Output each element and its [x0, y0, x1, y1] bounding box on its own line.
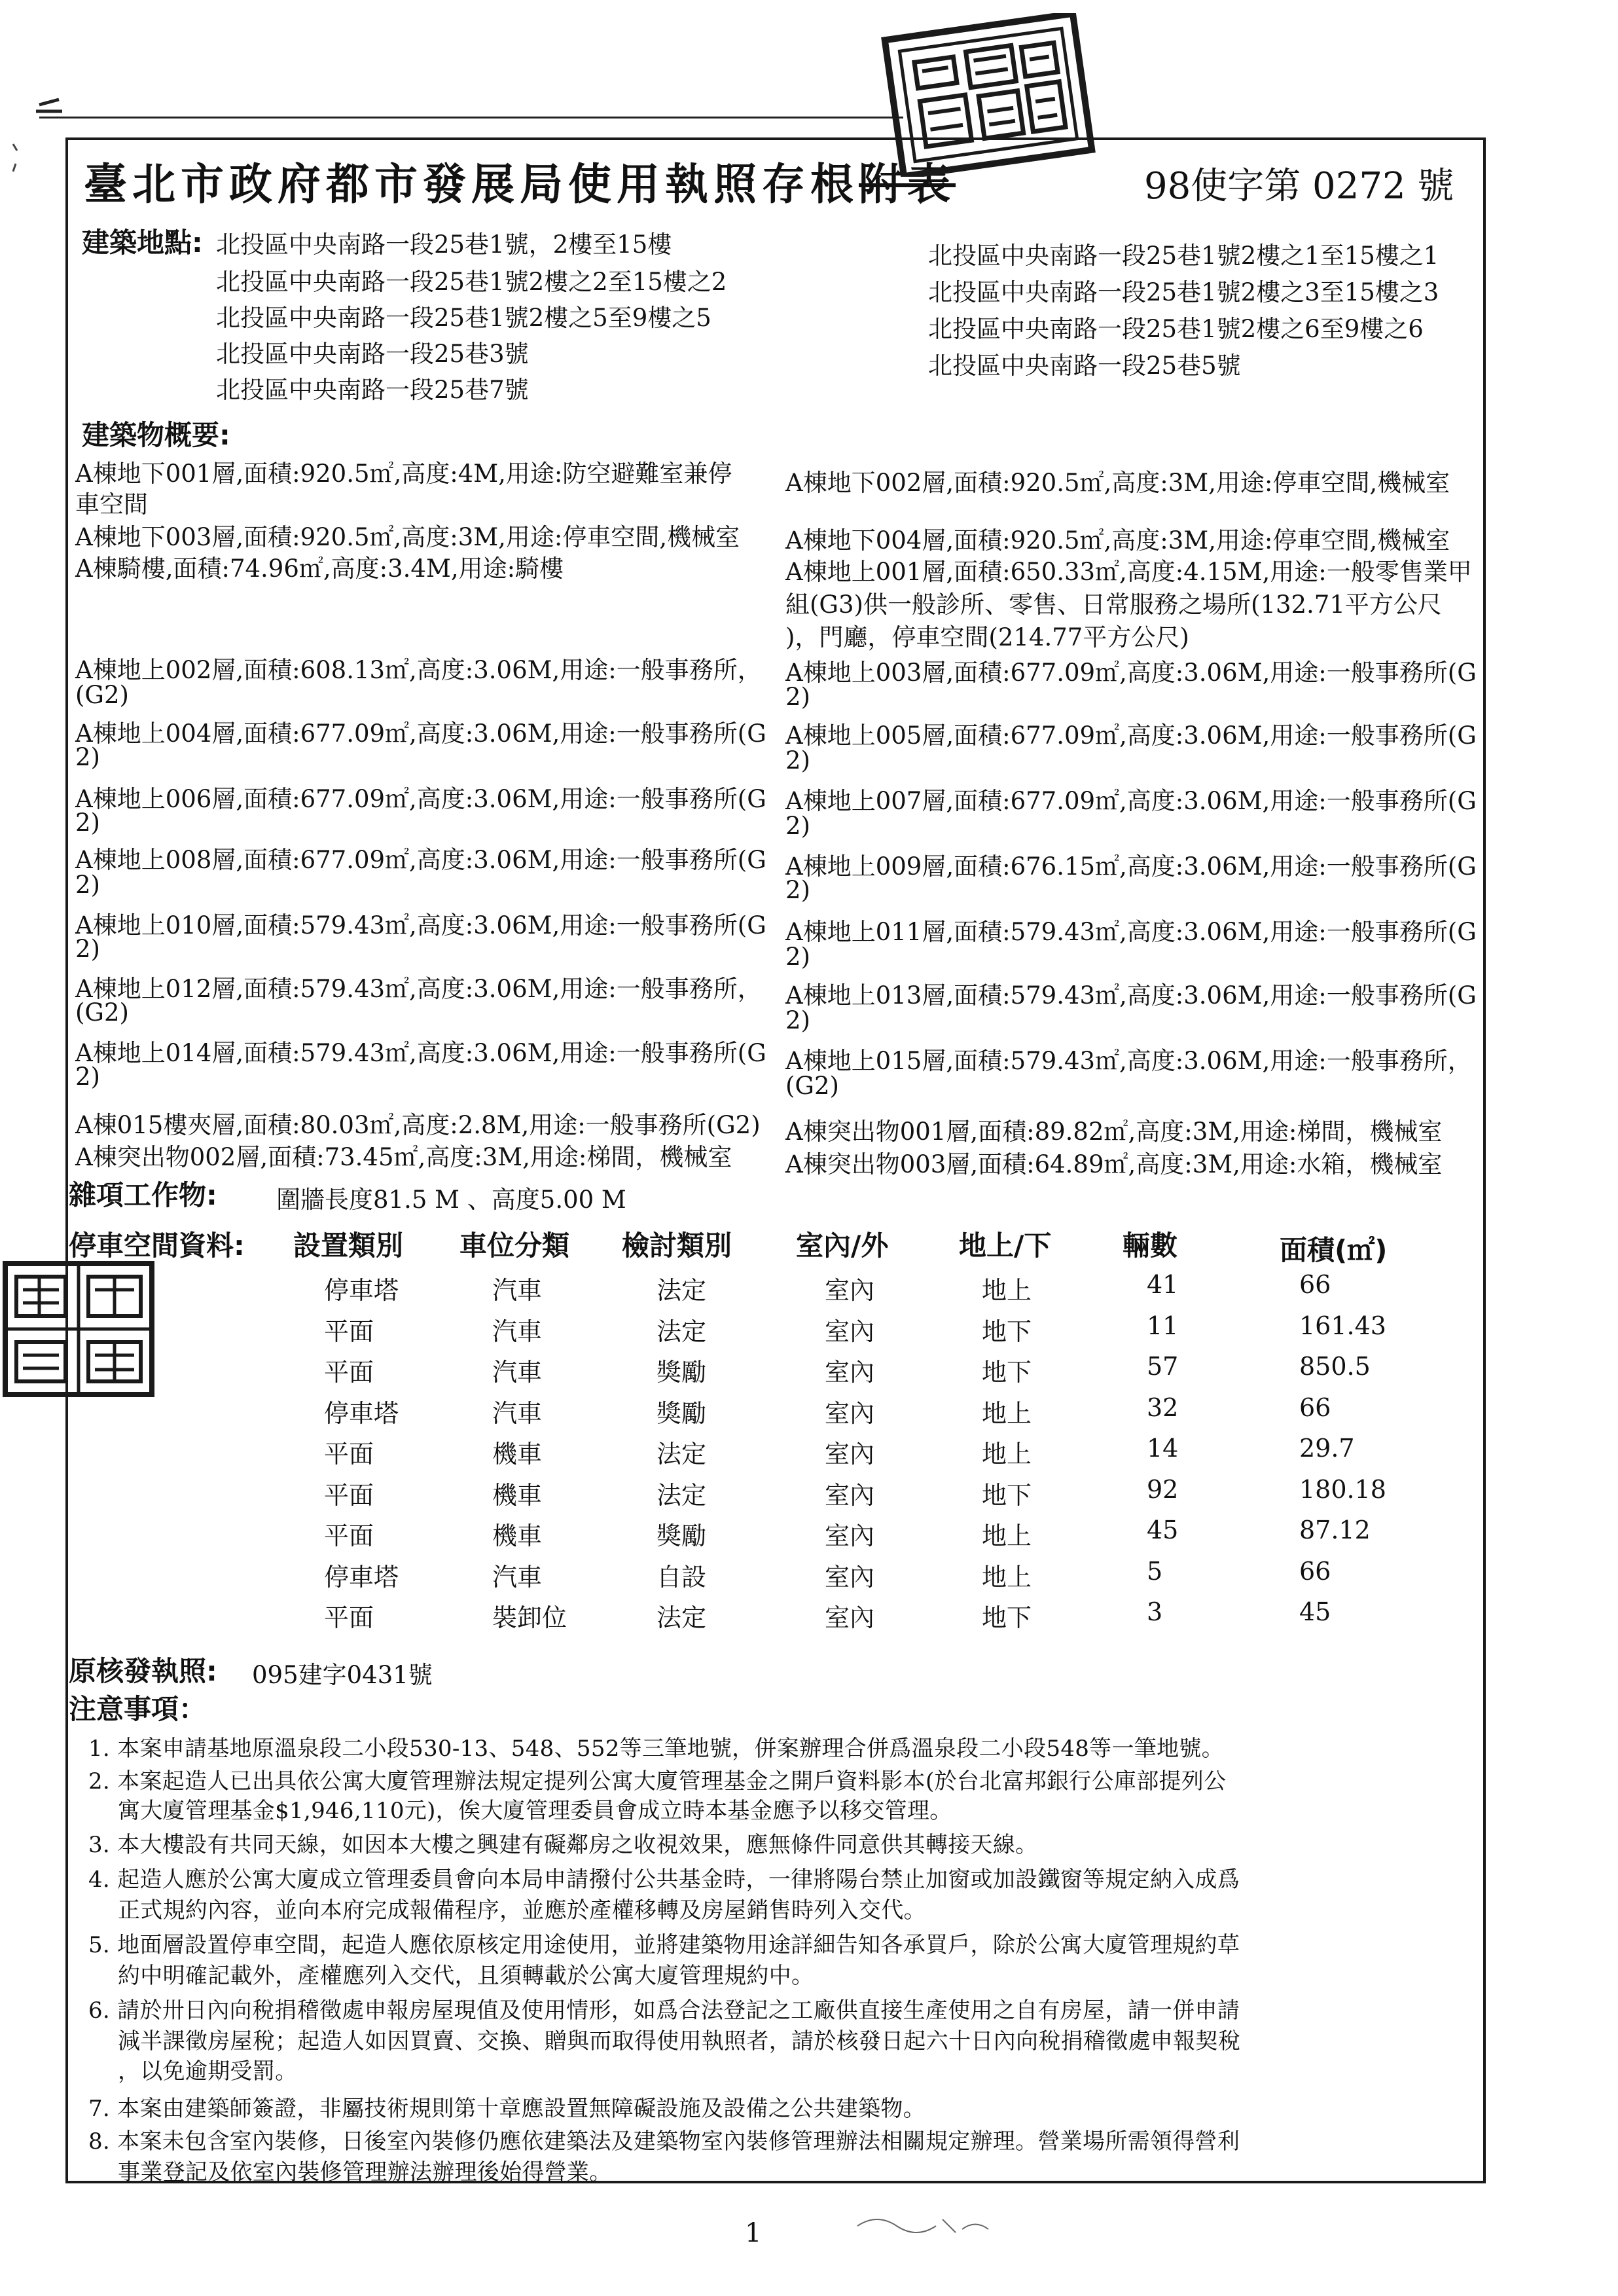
parking-cell-area: 87.12	[1299, 1516, 1371, 1544]
overview-right-line: 2)	[785, 746, 810, 774]
overview-right-line: 2)	[785, 1006, 810, 1034]
parking-cell-space-class: 汽車	[492, 1563, 543, 1592]
parking-cell-count: 5	[1147, 1557, 1163, 1586]
parking-cell-placement-type: 停車塔	[324, 1563, 399, 1592]
parking-cell-above-below: 地下	[982, 1603, 1032, 1632]
overview-right-line: A棟地上015層,面積:579.43㎡,高度:3.06M,用途:一般事務所，	[785, 1047, 1472, 1075]
overview-right-line: A棟地下002層,面積:920.5㎡,高度:3M,用途:停車空間,機械室	[785, 469, 1450, 497]
document-title	[84, 149, 956, 211]
parking-header-cell: 設置類別	[293, 1230, 404, 1262]
parking-cell-space-class: 機車	[492, 1481, 543, 1510]
overview-left-line: A棟突出物002層,面積:73.45㎡,高度:3M,用途:梯間，機械室	[75, 1143, 732, 1171]
parking-cell-indoor-outdoor: 室內	[825, 1440, 875, 1468]
parking-cell-count: 92	[1147, 1475, 1179, 1504]
parking-cell-space-class: 汽車	[492, 1399, 543, 1428]
official-seal-stamp-icon	[880, 13, 1096, 177]
parking-cell-area: 66	[1299, 1270, 1331, 1299]
parking-header-cell: 檢討類別	[622, 1230, 732, 1262]
overview-left-line: A棟015樓夾層,面積:80.03㎡,高度:2.8M,用途:一般事務所(G2)	[75, 1111, 761, 1139]
note-line: 5. 地面層設置停車空間，起造人應依原核定用途使用，並將建築物用途詳細告知各承買戶，除於公寓大廈管理規約草	[88, 1932, 1240, 1958]
overview-right-line: 2)	[785, 943, 810, 971]
parking-cell-review-class: 自設	[656, 1563, 707, 1592]
parking-cell-count: 41	[1147, 1270, 1179, 1299]
parking-cell-review-class: 法定	[656, 1276, 707, 1305]
note-line: 6. 請於卅日內向稅捐稽徵處申報房屋現值及使用情形，如爲合法登記之工廠供直接生產使用之自有房屋，請一併申請	[88, 1997, 1240, 2024]
note-line: ，以免逾期受罰。	[118, 2058, 298, 2085]
overview-left-line: 2)	[75, 935, 100, 963]
location-right-line: 北投區中央南路一段25巷1號2樓之3至15樓之3	[928, 278, 1439, 306]
parking-cell-indoor-outdoor: 室內	[825, 1603, 875, 1632]
parking-cell-placement-type: 停車塔	[324, 1276, 399, 1305]
header-rule	[39, 117, 903, 118]
misc-works-label: 雜項工作物:	[69, 1179, 217, 1211]
parking-cell-indoor-outdoor: 室內	[825, 1399, 875, 1428]
parking-cell-area: 161.43	[1299, 1311, 1386, 1340]
notes-label: 注意事項：	[69, 1693, 207, 1725]
parking-cell-count: 32	[1147, 1393, 1179, 1422]
parking-cell-space-class: 汽車	[492, 1276, 543, 1305]
overview-left-line: A棟地上002層,面積:608.13㎡,高度:3.06M,用途:一般事務所，	[75, 656, 762, 684]
margin-seal-stamp-icon	[0, 1257, 157, 1401]
parking-header-cell: 車位分類	[459, 1230, 570, 1262]
overview-right-line: A棟地上003層,面積:677.09㎡,高度:3.06M,用途:一般事務所(G	[785, 659, 1477, 687]
parking-cell-placement-type: 平面	[324, 1440, 374, 1468]
parking-cell-above-below: 地上	[982, 1522, 1032, 1550]
parking-cell-review-class: 法定	[656, 1317, 707, 1346]
overview-right-line: 2)	[785, 876, 810, 904]
overview-right-line: A棟地上011層,面積:579.43㎡,高度:3.06M,用途:一般事務所(G	[785, 918, 1477, 946]
overview-right-line: 2)	[785, 683, 810, 711]
location-right-line: 北投區中央南路一段25巷1號2樓之1至15樓之1	[928, 242, 1439, 270]
parking-cell-placement-type: 停車塔	[324, 1399, 399, 1428]
parking-cell-above-below: 地上	[982, 1399, 1032, 1428]
parking-header-cell: 地上/下	[959, 1230, 1052, 1262]
parking-cell-above-below: 地上	[982, 1440, 1032, 1468]
original-permit-value: 095建字0431號	[252, 1661, 433, 1689]
overview-left-line: A棟地上008層,面積:677.09㎡,高度:3.06M,用途:一般事務所(G	[75, 846, 766, 874]
note-line: 減半課徵房屋稅；起造人如因買賣、交換、贈與而取得使用執照者，請於核發日起六十日內向稅捐稽徵處申報契稅	[118, 2028, 1240, 2054]
parking-cell-review-class: 獎勵	[656, 1399, 707, 1428]
original-permit-label: 原核發執照:	[69, 1655, 217, 1687]
parking-cell-area: 66	[1299, 1393, 1331, 1422]
parking-cell-review-class: 法定	[656, 1440, 707, 1468]
parking-cell-count: 11	[1147, 1311, 1179, 1340]
note-line: 1. 本案申請基地原溫泉段二小段530-13、548、552等三筆地號，併案辦理合併爲溫泉段二小段548等一筆地號。	[88, 1736, 1224, 1762]
parking-cell-placement-type: 平面	[324, 1522, 374, 1550]
overview-right-line: A棟地上013層,面積:579.43㎡,高度:3.06M,用途:一般事務所(G	[785, 981, 1477, 1010]
overview-left-line: A棟地下001層,面積:920.5㎡,高度:4M,用途:防空避難室兼停	[75, 460, 732, 488]
location-left-line: 北投區中央南路一段25巷1號，2樓至15樓	[216, 230, 672, 259]
parking-cell-area: 66	[1299, 1557, 1331, 1586]
overview-left-line: A棟地上010層,面積:579.43㎡,高度:3.06M,用途:一般事務所(G	[75, 911, 766, 939]
location-left-line: 北投區中央南路一段25巷1號2樓之2至15樓之2	[216, 268, 727, 296]
parking-header-cell: 面積(㎡)	[1280, 1234, 1388, 1266]
parking-cell-space-class: 裝卸位	[492, 1603, 567, 1632]
overview-left-line: A棟地下003層,面積:920.5㎡,高度:3M,用途:停車空間,機械室	[75, 523, 740, 551]
permit-number: 98使字第 0272 號	[1144, 165, 1454, 208]
parking-cell-placement-type: 平面	[324, 1317, 374, 1346]
overview-right-line: 2)	[785, 812, 810, 840]
overview-right-line: A棟地上007層,面積:677.09㎡,高度:3.06M,用途:一般事務所(G	[785, 787, 1477, 815]
parking-cell-count: 3	[1147, 1597, 1163, 1626]
parking-cell-count: 14	[1147, 1434, 1179, 1463]
parking-cell-indoor-outdoor: 室內	[825, 1522, 875, 1550]
title-text: 臺北市政府都市發展局使用執照存根	[84, 158, 859, 210]
parking-label: 停車空間資料:	[69, 1230, 245, 1262]
location-left-line: 北投區中央南路一段25巷1號2樓之5至9樓之5	[216, 304, 711, 332]
overview-left-line: 2)	[75, 1063, 100, 1091]
overview-left-line: (G2)	[75, 998, 129, 1027]
page-number: 1	[745, 2218, 762, 2248]
parking-cell-indoor-outdoor: 室內	[825, 1358, 875, 1387]
parking-cell-above-below: 地下	[982, 1317, 1032, 1346]
note-line: 8. 本案未包含室內裝修，日後室內裝修仍應依建築法及建築物室內裝修管理辦法相關規定辦理。營業場所需領得營利	[88, 2128, 1240, 2155]
overview-left-line: 車空間	[75, 490, 148, 519]
location-left-line: 北投區中央南路一段25巷3號	[216, 340, 529, 368]
location-left-line: 北投區中央南路一段25巷7號	[216, 376, 529, 404]
parking-cell-indoor-outdoor: 室內	[825, 1481, 875, 1510]
overview-right-line: A棟突出物003層,面積:64.89㎡,高度:3M,用途:水箱，機械室	[785, 1150, 1443, 1178]
location-label: 建築地點:	[82, 227, 203, 259]
note-line: 2. 本案起造人已出具依公寓大廈管理辦法規定提列公寓大廈管理基金之開戶資料影本(於台北富邦銀行公庫部提列公	[88, 1768, 1227, 1795]
note-line: 7. 本案由建築師簽證，非屬技術規則第十章應設置無障礙設施及設備之公共建築物。	[88, 2096, 926, 2122]
margin-seal-graphic	[0, 1257, 157, 1401]
seal-graphic	[880, 13, 1096, 177]
overview-left-line: A棟地上012層,面積:579.43㎡,高度:3.06M,用途:一般事務所，	[75, 975, 762, 1003]
note-line: 事業登記及依室內裝修管理辦法辦理後始得營業。	[118, 2159, 612, 2185]
overview-left-line: A棟地上004層,面積:677.09㎡,高度:3.06M,用途:一般事務所(G	[75, 720, 766, 748]
misc-works-value: 圍牆長度81.5 M 、高度5.00 M	[276, 1186, 626, 1214]
parking-cell-area: 180.18	[1299, 1475, 1386, 1504]
note-line: 正式規約內容，並向本府完成報備程序，並應於產權移轉及房屋銷售時列入交代。	[118, 1897, 926, 1923]
overview-left-line: A棟騎樓,面積:74.96㎡,高度:3.4M,用途:騎樓	[75, 555, 564, 583]
parking-cell-space-class: 機車	[492, 1440, 543, 1468]
location-right-line: 北投區中央南路一段25巷1號2樓之6至9樓之6	[928, 315, 1424, 343]
parking-cell-review-class: 法定	[656, 1481, 707, 1510]
parking-cell-above-below: 地下	[982, 1358, 1032, 1387]
parking-cell-placement-type: 平面	[324, 1481, 374, 1510]
parking-cell-space-class: 機車	[492, 1522, 543, 1550]
parking-cell-indoor-outdoor: 室內	[825, 1317, 875, 1346]
parking-cell-area: 850.5	[1299, 1352, 1371, 1381]
overview-left-line: 2)	[75, 743, 100, 771]
overview-right-line: A棟地上009層,面積:676.15㎡,高度:3.06M,用途:一般事務所(G	[785, 852, 1477, 881]
parking-cell-indoor-outdoor: 室內	[825, 1563, 875, 1592]
parking-cell-space-class: 汽車	[492, 1358, 543, 1387]
bottom-scribble-mark	[851, 2206, 1021, 2246]
parking-cell-space-class: 汽車	[492, 1317, 543, 1346]
overview-label: 建築物概要:	[82, 419, 230, 451]
overview-right-line: A棟地下004層,面積:920.5㎡,高度:3M,用途:停車空間,機械室	[785, 526, 1450, 555]
overview-right-line: )，門廳，停車空間(214.77平方公尺)	[785, 623, 1189, 651]
parking-header-cell: 輛數	[1123, 1230, 1178, 1262]
overview-left-line: (G2)	[75, 681, 129, 709]
parking-cell-review-class: 獎勵	[656, 1358, 707, 1387]
note-line: 4. 起造人應於公寓大廈成立管理委員會向本局申請撥付公共基金時，一律將陽台禁止加窗或加設鐵窗等規定納入成爲	[88, 1867, 1240, 1893]
note-line: 約中明確記載外，產權應列入交代，且須轉載於公寓大廈管理規約中。	[118, 1963, 814, 1989]
overview-right-line: A棟地上001層,面積:650.33㎡,高度:4.15M,用途:一般零售業甲	[785, 558, 1472, 586]
overview-right-line: A棟地上005層,面積:677.09㎡,高度:3.06M,用途:一般事務所(G	[785, 721, 1477, 750]
parking-cell-count: 45	[1147, 1516, 1179, 1544]
parking-cell-indoor-outdoor: 室內	[825, 1276, 875, 1305]
parking-cell-area: 29.7	[1299, 1434, 1355, 1463]
overview-right-line: 組(G3)供一般診所、零售、日常服務之場所(132.71平方公尺	[785, 591, 1442, 619]
location-right-line: 北投區中央南路一段25巷5號	[928, 352, 1241, 380]
title-overlay-text: 附表	[859, 158, 956, 210]
note-line: 3. 本大樓設有共同天線，如因本大樓之興建有礙鄰房之收視效果，應無條件同意供其轉接天線。	[88, 1832, 1038, 1858]
overview-left-line: 2)	[75, 809, 100, 837]
parking-cell-count: 57	[1147, 1352, 1179, 1381]
parking-cell-review-class: 獎勵	[656, 1522, 707, 1550]
parking-cell-review-class: 法定	[656, 1603, 707, 1632]
overview-left-line: 2)	[75, 871, 100, 899]
parking-cell-placement-type: 平面	[324, 1358, 374, 1387]
overview-right-line: A棟突出物001層,面積:89.82㎡,高度:3M,用途:梯間，機械室	[785, 1118, 1443, 1146]
overview-left-line: A棟地上014層,面積:579.43㎡,高度:3.06M,用途:一般事務所(G	[75, 1039, 766, 1067]
parking-cell-above-below: 地上	[982, 1563, 1032, 1592]
overview-left-line: A棟地上006層,面積:677.09㎡,高度:3.06M,用途:一般事務所(G	[75, 785, 766, 813]
parking-cell-above-below: 地下	[982, 1481, 1032, 1510]
parking-cell-placement-type: 平面	[324, 1603, 374, 1632]
parking-cell-above-below: 地上	[982, 1276, 1032, 1305]
parking-cell-area: 45	[1299, 1597, 1331, 1626]
parking-header-cell: 室內/外	[796, 1230, 889, 1262]
note-line: 寓大廈管理基金$1,946,110元)，俟大廈管理委員會成立時本基金應予以移交管理。	[118, 1798, 952, 1824]
scan-margin-marks	[0, 92, 65, 196]
overview-right-line: (G2)	[785, 1072, 839, 1100]
